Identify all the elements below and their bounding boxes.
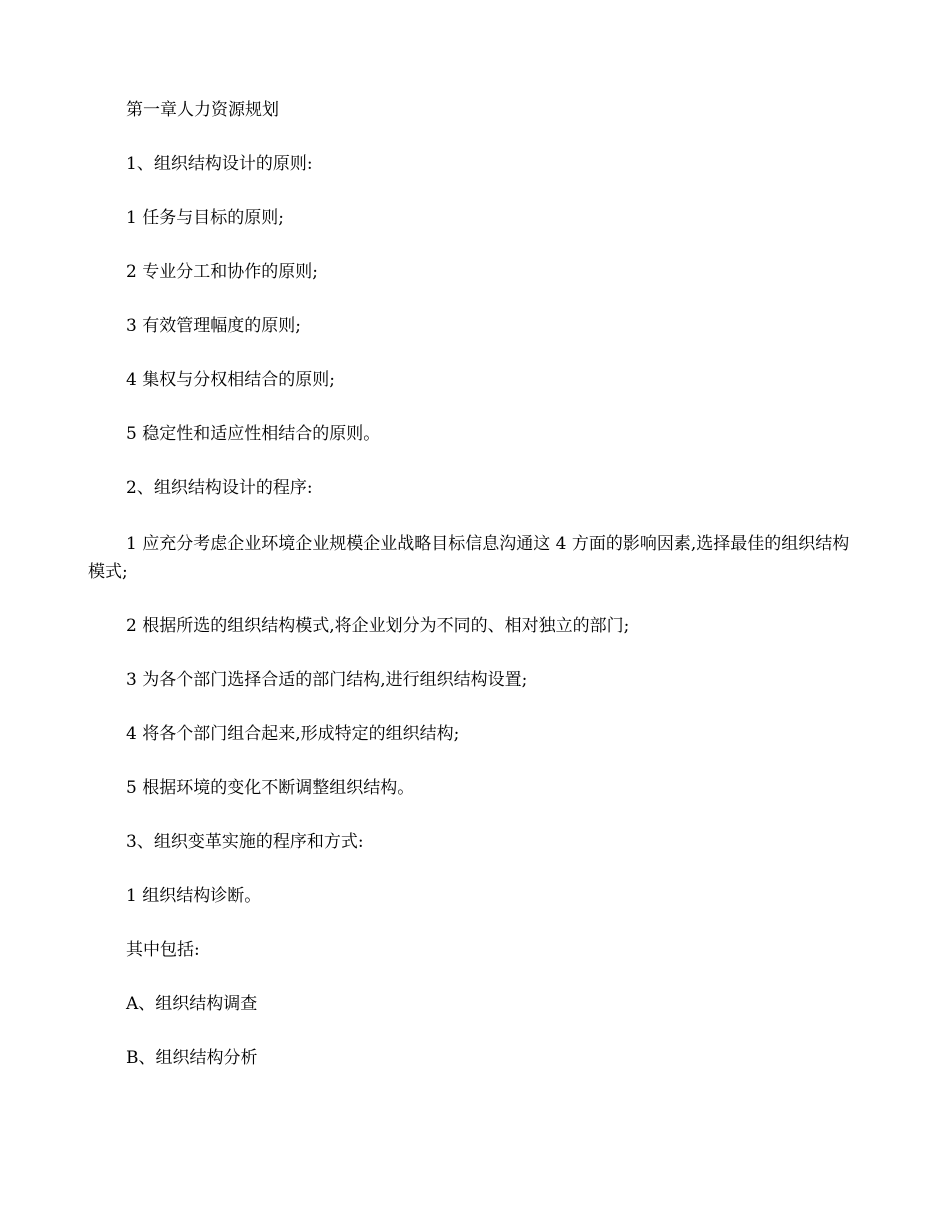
list-item: 5 根据环境的变化不断调整组织结构。 — [126, 778, 415, 798]
section-heading-3: 3、组织变革实施的程序和方式: — [126, 832, 364, 852]
list-item: 1 应充分考虑企业环境企业规模企业战略目标信息沟通这 4 方面的影响因素,选择最佳的组织结构模式; — [88, 534, 850, 582]
list-item: A、组织结构调查 — [126, 994, 258, 1014]
list-item: 2 专业分工和协作的原则; — [126, 262, 318, 282]
document-body — [88, 98, 862, 1100]
list-item: 5 稳定性和适应性相结合的原则。 — [126, 424, 381, 444]
section-heading-1: 1、组织结构设计的原则: — [126, 154, 313, 174]
list-item: 4 集权与分权相结合的原则; — [126, 370, 335, 390]
list-item: 3 为各个部门选择合适的部门结构,进行组织结构设置; — [126, 670, 528, 690]
list-item: 2 根据所选的组织结构模式,将企业划分为不同的、相对独立的部门; — [126, 616, 630, 636]
list-item: B、组织结构分析 — [126, 1048, 258, 1068]
list-item: 1 任务与目标的原则; — [126, 208, 284, 228]
list-item: 4 将各个部门组合起来,形成特定的组织结构; — [126, 724, 460, 744]
chapter-title: 第一章人力资源规划 — [126, 100, 279, 120]
list-item: 1 组织结构诊断。 — [126, 886, 262, 906]
list-item: 3 有效管理幅度的原则; — [126, 316, 301, 336]
list-item: 其中包括: — [126, 940, 200, 960]
section-heading-2: 2、组织结构设计的程序: — [126, 478, 313, 498]
